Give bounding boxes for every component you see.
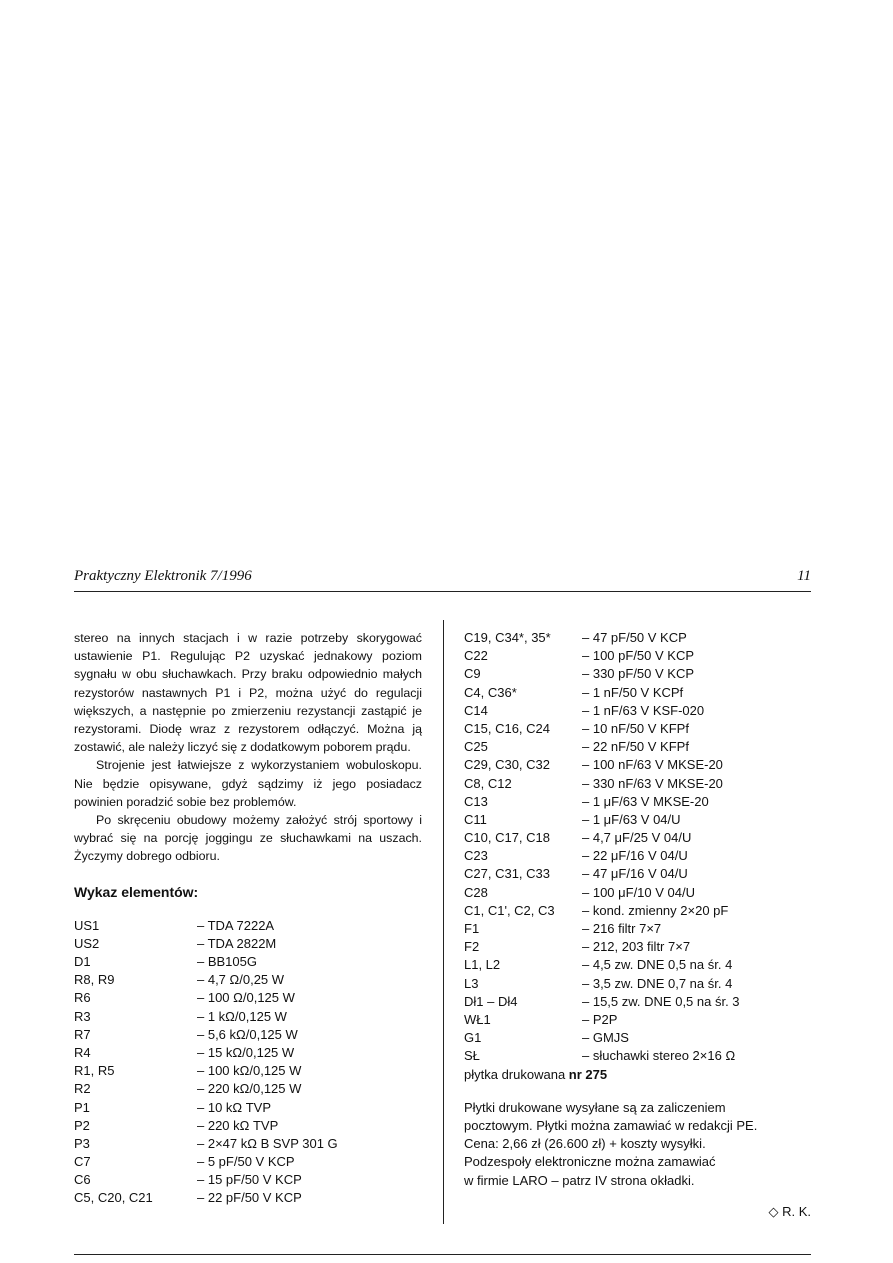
- part-designator: C28: [464, 884, 488, 900]
- part-value: – 1 μF/63 V MKSE-20: [582, 793, 709, 809]
- part-value: – BB105G: [197, 954, 257, 970]
- part-value: – 2×47 kΩ B SVP 301 G: [197, 1135, 338, 1151]
- paragraph-2: Strojenie jest łatwiejsze z wykorzystaniem wobuloskopu. Nie będzie opisywane, gdyż sądzimy iż jego posiadacz powinien poradzić sobie bez problemów.: [74, 758, 422, 809]
- part-designator: C13: [464, 793, 488, 809]
- part-designator: C5, C20, C21: [74, 1190, 153, 1206]
- parts-row: [464, 1011, 811, 1029]
- parts-row: [464, 902, 811, 920]
- part-designator: P1: [74, 1099, 90, 1115]
- ordering-line: w firmie LARO – patrz IV strona okładki.: [464, 1172, 695, 1188]
- part-designator: R2: [74, 1081, 91, 1097]
- column-divider: [443, 620, 444, 1224]
- author-signature: ◇ R. K.: [768, 1203, 811, 1219]
- parts-row: [464, 793, 811, 811]
- part-value: – P2P: [582, 1011, 618, 1027]
- ordering-line: pocztowym. Płytki można zamawiać w redakcji PE.: [464, 1117, 758, 1133]
- part-designator: WŁ1: [464, 1011, 491, 1027]
- parts-row: [464, 756, 811, 774]
- parts-row: [464, 738, 811, 756]
- part-value: – 220 kΩ/0,125 W: [197, 1081, 302, 1097]
- part-designator: Dł1 – Dł4: [464, 993, 518, 1009]
- part-designator: C22: [464, 648, 488, 664]
- part-value: – 47 μF/16 V 04/U: [582, 866, 688, 882]
- part-value: – 330 nF/63 V MKSE-20: [582, 775, 723, 791]
- part-designator: C9: [464, 666, 481, 682]
- ordering-line: Cena: 2,66 zł (26.600 zł) + koszty wysyłki.: [464, 1136, 706, 1152]
- part-value: – 22 nF/50 V KFPf: [582, 739, 689, 755]
- part-designator: P2: [74, 1117, 90, 1133]
- part-value: – słuchawki stereo 2×16 Ω: [582, 1048, 736, 1064]
- part-value: – 1 kΩ/0,125 W: [197, 1008, 287, 1024]
- part-designator: SŁ: [464, 1048, 480, 1064]
- parts-row: [464, 993, 811, 1011]
- parts-row: [74, 1153, 422, 1171]
- parts-list-right: [464, 629, 811, 1066]
- parts-row: [74, 953, 422, 971]
- pcb-number: nr 275: [568, 1066, 608, 1082]
- part-value: – 4,7 Ω/0,25 W: [197, 972, 285, 988]
- parts-row: [464, 975, 811, 993]
- parts-row: [464, 665, 811, 683]
- part-value: – 1 nF/50 V KCPf: [582, 684, 684, 700]
- footer-rule: [74, 1254, 811, 1255]
- ordering-info: [464, 1099, 811, 1190]
- part-designator: C14: [464, 702, 488, 718]
- parts-row: [74, 1117, 422, 1135]
- parts-row: [464, 775, 811, 793]
- part-designator: C15, C16, C24: [464, 720, 550, 736]
- part-value: – 22 pF/50 V KCP: [197, 1190, 302, 1206]
- part-value: – 1 μF/63 V 04/U: [582, 811, 681, 827]
- parts-row: [464, 938, 811, 956]
- part-designator: C23: [464, 848, 488, 864]
- part-designator: F2: [464, 939, 480, 955]
- part-designator: R4: [74, 1044, 91, 1060]
- parts-row: [74, 989, 422, 1007]
- part-designator: F1: [464, 921, 480, 936]
- parts-row: [464, 811, 811, 829]
- part-value: – 100 μF/10 V 04/U: [582, 884, 696, 900]
- ordering-line: Płytki drukowane wysyłane są za zaliczeniem: [464, 1099, 726, 1115]
- part-designator: US1: [74, 917, 100, 933]
- parts-row: [74, 935, 422, 953]
- page-header: [74, 568, 811, 590]
- journal-title: Praktyczny Elektronik 7/1996: [74, 568, 252, 584]
- part-designator: C11: [464, 811, 487, 827]
- parts-row: [74, 1099, 422, 1117]
- part-value: – GMJS: [582, 1030, 629, 1046]
- part-value: – TDA 7222A: [197, 917, 275, 933]
- part-value: – 216 filtr 7×7: [582, 921, 662, 936]
- header-rule: [74, 591, 811, 592]
- parts-list-title: Wykaz elementów:: [74, 883, 199, 900]
- part-designator: P3: [74, 1135, 90, 1151]
- part-value: – 15,5 zw. DNE 0,5 na śr. 3: [582, 993, 740, 1009]
- part-value: – 1 nF/63 V KSF-020: [582, 702, 705, 718]
- part-designator: R6: [74, 990, 91, 1006]
- part-value: – kond. zmienny 2×20 pF: [582, 902, 729, 918]
- parts-row: [74, 1008, 422, 1026]
- parts-list-left: [74, 917, 422, 1208]
- parts-row: [74, 1080, 422, 1098]
- part-designator: C6: [74, 1172, 91, 1188]
- part-designator: R8, R9: [74, 972, 115, 988]
- part-designator: C29, C30, C32: [464, 757, 550, 773]
- part-designator: C10, C17, C18: [464, 830, 550, 846]
- paragraph-1: stereo na innych stacjach i w razie potrzeby skorygować ustawienie P1. Regulując P2 uzyskać jednakowy poziom sygnału w obu słuchawkach. Przy braku odpowiednio małych rezystorów nastawnych P1 i P2, można użyć do regulacji większych, a następnie po zmierzeniu rezystancji zastąpić je rezystorami. Diodę wraz z rezystorem odłączyć. Można ją zostawić, ale należy liczyć się z dodatkowym poborem prądu.: [74, 631, 422, 755]
- part-designator: R1, R5: [74, 1063, 115, 1079]
- part-value: – 22 μF/16 V 04/U: [582, 848, 688, 864]
- part-value: – 100 pF/50 V KCP: [582, 648, 695, 664]
- parts-row: [464, 684, 811, 702]
- part-designator: L3: [464, 975, 479, 991]
- parts-row: [464, 920, 811, 938]
- parts-row: [74, 917, 422, 935]
- parts-row: [464, 847, 811, 865]
- parts-row: [464, 829, 811, 847]
- part-designator: C25: [464, 739, 488, 755]
- part-designator: R3: [74, 1008, 91, 1024]
- parts-row: [464, 1047, 811, 1065]
- part-designator: G1: [464, 1030, 482, 1046]
- part-value: – 10 nF/50 V KFPf: [582, 720, 689, 736]
- part-value: – 5 pF/50 V KCP: [197, 1154, 295, 1170]
- part-designator: C1, C1', C2, C3: [464, 902, 555, 918]
- page-number: 11: [797, 568, 811, 584]
- part-value: – 100 nF/63 V MKSE-20: [582, 757, 723, 773]
- parts-row: [464, 884, 811, 902]
- parts-row: [464, 865, 811, 883]
- parts-row: [464, 956, 811, 974]
- pcb-line: [464, 1066, 811, 1084]
- parts-row: [464, 720, 811, 738]
- part-designator: C4, C36*: [464, 684, 517, 700]
- part-designator: L1, L2: [464, 957, 501, 973]
- pcb-label: płytka drukowana: [464, 1066, 566, 1082]
- part-value: – 4,7 μF/25 V 04/U: [582, 830, 692, 846]
- part-value: – 4,5 zw. DNE 0,5 na śr. 4: [582, 957, 733, 973]
- parts-row: [464, 702, 811, 720]
- part-value: – 15 kΩ/0,125 W: [197, 1044, 295, 1060]
- part-value: – 3,5 zw. DNE 0,7 na śr. 4: [582, 975, 733, 991]
- part-value: – 100 kΩ/0,125 W: [197, 1063, 302, 1079]
- parts-row: [74, 1135, 422, 1153]
- part-value: – 10 kΩ TVP: [197, 1099, 272, 1115]
- parts-row: [74, 971, 422, 989]
- parts-row: [74, 1026, 422, 1044]
- parts-row: [464, 647, 811, 665]
- part-value: – 100 Ω/0,125 W: [197, 990, 295, 1006]
- part-value: – TDA 2822M: [197, 935, 277, 951]
- parts-row: [74, 1044, 422, 1062]
- part-value: – 220 kΩ TVP: [197, 1117, 279, 1133]
- part-designator: C8, C12: [464, 775, 512, 791]
- part-designator: US2: [74, 935, 100, 951]
- part-designator: D1: [74, 954, 91, 970]
- right-column: [464, 629, 811, 1220]
- part-value: – 5,6 kΩ/0,125 W: [197, 1026, 298, 1042]
- part-designator: C7: [74, 1154, 91, 1170]
- part-designator: C27, C31, C33: [464, 866, 550, 882]
- part-value: – 15 pF/50 V KCP: [197, 1172, 302, 1188]
- left-column: [74, 629, 422, 1208]
- parts-row: [74, 1189, 422, 1207]
- ordering-line: Podzespoły elektroniczne można zamawiać: [464, 1154, 716, 1170]
- part-value: – 330 pF/50 V KCP: [582, 666, 695, 682]
- part-value: – 47 pF/50 V KCP: [582, 630, 687, 645]
- part-value: – 212, 203 filtr 7×7: [582, 939, 691, 955]
- paragraph-3: Po skręceniu obudowy możemy założyć strój sportowy i wybrać się na porcję joggingu ze słuchawkami na uszach. Życzymy dobrego odbioru.: [74, 813, 422, 864]
- parts-row: [74, 1171, 422, 1189]
- parts-row: [464, 629, 811, 647]
- part-designator: R7: [74, 1026, 91, 1042]
- parts-row: [464, 1029, 811, 1047]
- part-designator: C19, C34*, 35*: [464, 630, 551, 645]
- parts-row: [74, 1062, 422, 1080]
